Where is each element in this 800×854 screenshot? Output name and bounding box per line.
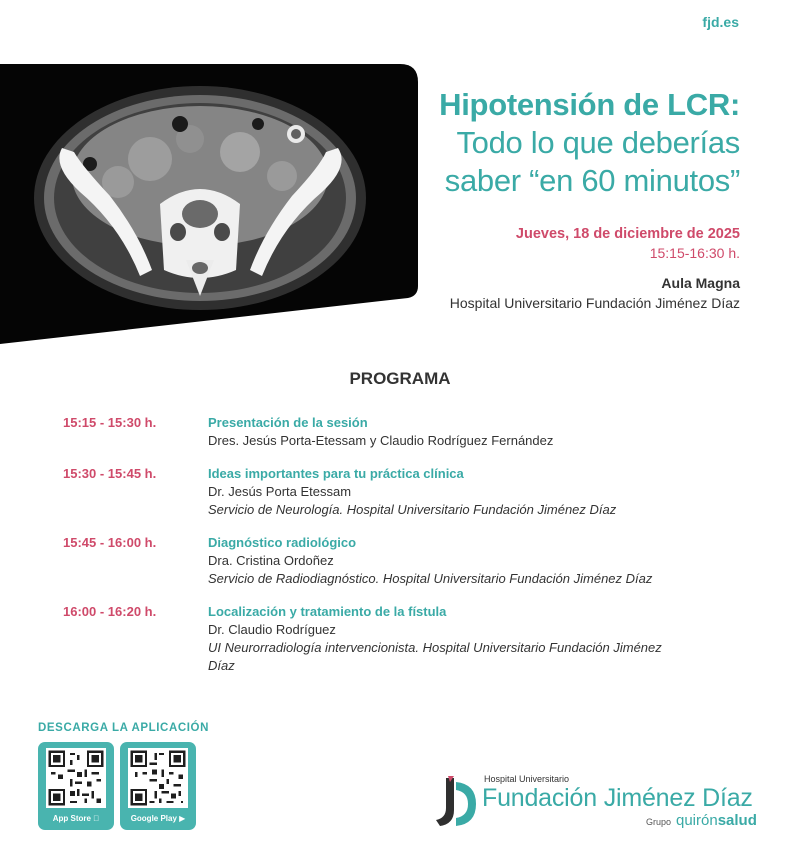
app-store-label: App Store [52,814,91,823]
quiron-suffix: salud [717,812,757,829]
app-store-qr-button[interactable] [38,742,114,830]
ct-scan-image [0,64,420,344]
session-title: Diagnóstico radiológico [208,535,357,550]
session-list [63,414,743,690]
venue-hospital: Hospital Universitario Fundación Jiménez Díaz [449,295,740,311]
session-item [63,414,743,450]
event-title-line-1: Hipotensión de LCR: [439,87,740,122]
session-affiliation: UI Neurorradiología intervencionista. Hospital Universitario Fundación Jiménez Díaz [208,640,662,673]
session-time: 15:45 - 16:00 h. [63,535,157,550]
event-date: Jueves, 18 de diciembre de 2025 [515,226,740,242]
session-time: 15:15 - 15:30 h. [63,415,157,430]
logo-main-text: Fundación Jiménez Díaz [482,784,753,812]
qr-code-icon [128,748,188,808]
session-item [63,534,743,588]
session-title: Presentación de la sesión [208,415,368,430]
venue-name: Aula Magna [661,275,740,291]
session-item [63,603,743,675]
quiron-prefix: quirón [676,812,718,829]
google-play-qr-button[interactable] [120,742,196,830]
event-title-line-2: Todo lo que deberías [456,125,740,160]
fjd-logo[interactable] [430,774,770,834]
session-title: Ideas importantes para tu práctica clínica [208,466,464,481]
session-speaker: Dres. Jesús Porta-Etessam y Claudio Rodríguez Fernández [208,433,554,448]
session-time: 16:00 - 16:20 h. [63,604,157,619]
event-title-line-3: saber “en 60 minutos” [444,163,740,198]
logo-grupo-text: Grupo [646,817,672,827]
session-speaker: Dra. Cristina Ordoñez [208,553,334,568]
programa-heading: PROGRAMA [349,369,451,388]
logo-small-text: Hospital Universitario [484,774,570,784]
session-time: 15:30 - 15:45 h. [63,466,157,481]
apple-icon [93,814,99,823]
event-info [439,86,740,311]
session-speaker: Dr. Jesús Porta Etessam [208,484,352,499]
download-label: DESCARGA LA APLICACIÓN [38,722,210,734]
quironsalud-logo [676,812,757,829]
session-speaker: Dr. Claudio Rodríguez [208,622,336,637]
session-title: Localización y tratamiento de la fístula [208,604,447,619]
fjd-logo-icon [432,776,478,832]
session-affiliation: Servicio de Radiodiagnóstico. Hospital Universitario Fundación Jiménez Díaz [208,571,653,586]
google-play-label: Google Play [130,814,177,823]
session-affiliation: Servicio de Neurología. Hospital Universitario Fundación Jiménez Díaz [208,502,617,517]
qr-code-icon [46,748,106,808]
site-url[interactable]: fjd.es [702,14,739,30]
session-item [63,465,743,519]
play-icon: ▶ [179,814,186,823]
event-time: 15:15-16:30 h. [649,245,740,261]
